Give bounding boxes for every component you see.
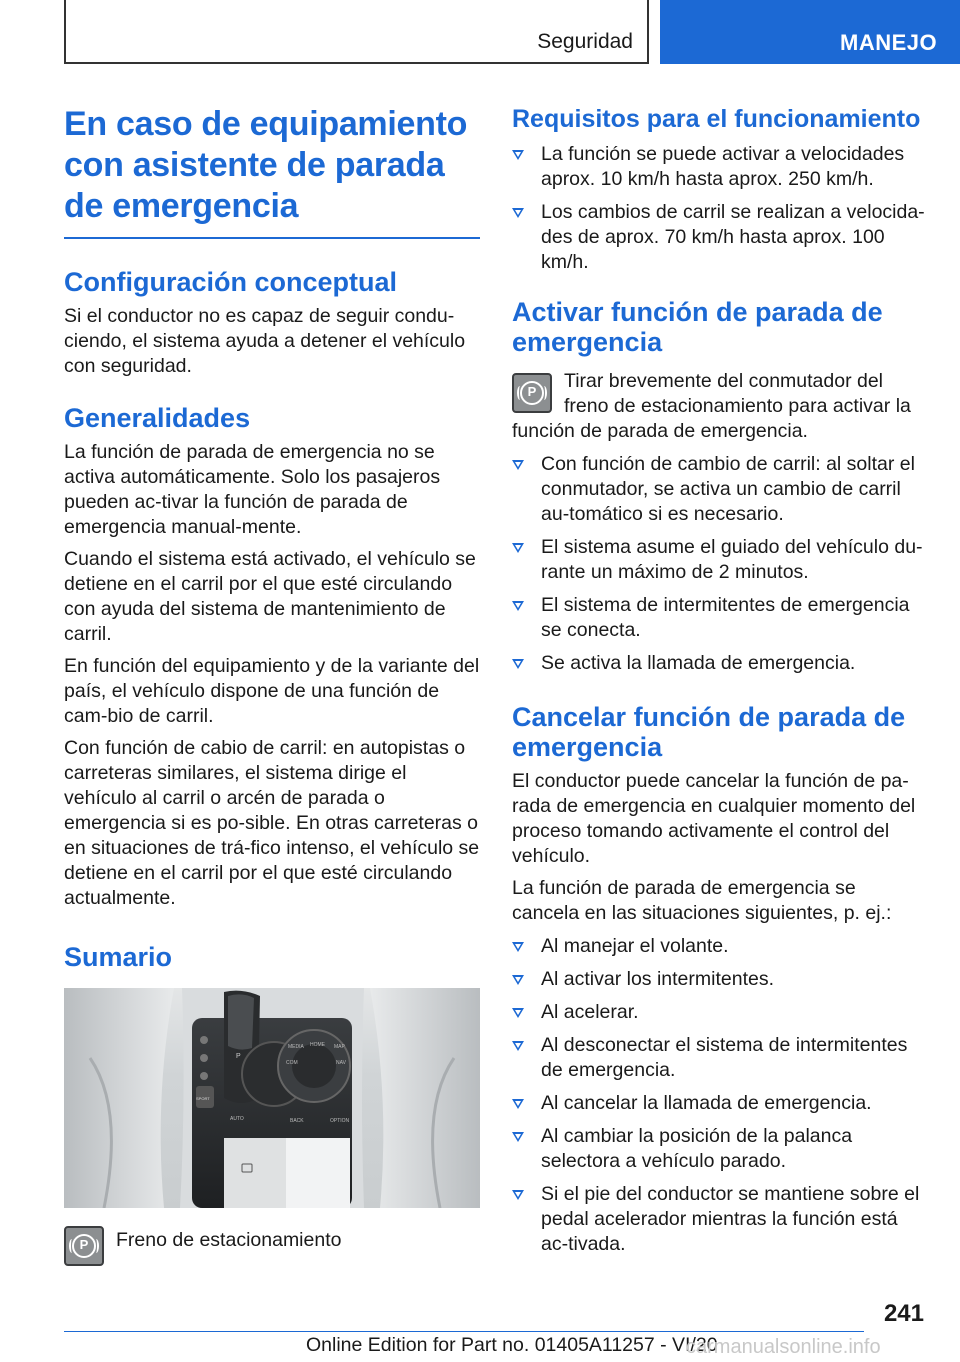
bullet-triangle-icon [512, 208, 524, 218]
photo-label-nav: NAV [336, 1060, 346, 1066]
bullet-triangle-icon [512, 942, 524, 952]
summary-heading: Sumario [64, 942, 173, 972]
activate-list [512, 452, 928, 676]
bullet-triangle-icon [512, 543, 524, 553]
left-column [64, 104, 480, 1270]
parking-brake-icon [64, 1226, 104, 1266]
right-column [512, 104, 928, 1257]
cancel-list [512, 934, 928, 1257]
parking-brake-icon-letter: P [79, 1237, 89, 1252]
bullet-triangle-icon [512, 1099, 524, 1109]
center-console-illustration [64, 988, 480, 1208]
caption-text: Freno de estacionamiento [116, 1229, 342, 1251]
list-item: Si el pie del conductor se mantiene sobre el pedal acelerador mientras la función está ac-tivada. [512, 1182, 928, 1257]
bullet-triangle-icon [512, 1132, 524, 1142]
list-item: Al manejar el volante. [512, 934, 928, 959]
photo-label-auto: AUTO [230, 1116, 244, 1122]
cancel-paragraph: La función de parada de emergencia se cancela en las situaciones siguientes, p. ej.: [512, 877, 892, 924]
bullet-triangle-icon [512, 659, 524, 669]
list-item: Al cambiar la posición de la palanca selectora a vehículo parado. [512, 1124, 928, 1174]
header-section-box [64, 0, 649, 64]
photo-label-option: OPTION [330, 1118, 350, 1124]
list-item: Al desconectar el sistema de intermitentes de emergencia. [512, 1033, 928, 1083]
list-item: Se activa la llamada de emergencia. [512, 651, 928, 676]
requirements-heading: Requisitos para el funcionamiento [512, 105, 921, 133]
photo-label-com: COM [286, 1060, 298, 1066]
edition-text: Online Edition for Part no. 01405A11257 - VI/20 [306, 1334, 718, 1356]
activate-text: Tirar brevemente del conmutador del freno de estacionamiento para activar la función de parada de emergencia. [512, 370, 911, 442]
bullet-triangle-icon [512, 1008, 524, 1018]
photo-label-gear: P [236, 1053, 241, 1060]
page-number: 241 [883, 1300, 924, 1327]
photo-label-back: BACK [290, 1118, 304, 1124]
activate-heading: Activar función de parada de emergencia [512, 297, 883, 357]
photo-label-media: MEDIA [288, 1044, 304, 1050]
parking-brake-icon-letter: P [527, 384, 537, 399]
list-item: La función se puede activar a velocidades aprox. 10 km/h hasta aprox. 250 km/h. [512, 142, 928, 192]
bullet-triangle-icon [512, 601, 524, 611]
photo-label-map: MAP [334, 1044, 345, 1050]
parking-brake-icon [512, 373, 552, 413]
concept-heading: Configuración conceptual [64, 267, 398, 297]
bullet-triangle-icon [512, 975, 524, 985]
list-item: El sistema asume el guiado del vehículo du-rante un máximo de 2 minutos. [512, 535, 928, 585]
list-item: Los cambios de carril se realizan a velocida-des de aprox. 70 km/h hasta aprox. 100 km/h. [512, 200, 928, 275]
list-item: Al cancelar la llamada de emergencia. [512, 1091, 928, 1116]
list-item: El sistema de intermitentes de emergencia se conecta. [512, 593, 928, 643]
photo-label-home: HOME [310, 1042, 325, 1048]
header-chapter-tab [660, 0, 960, 64]
bullet-triangle-icon [512, 1190, 524, 1200]
parking-brake-caption [64, 1226, 480, 1270]
cancel-heading: Cancelar función de parada de emergencia [512, 702, 906, 762]
photo-label-sport: SPORT [196, 1096, 210, 1101]
footer-divider [64, 1331, 864, 1332]
general-paragraph: Con función de cabio de carril: en autopistas o carreteras similares, el sistema dirige el vehículo al carril o arcén de parada o emergencia si es po-sible. En otras carreteras o en situaciones de trá-fico intenso, el vehículo se detiene en el carril por el que esté circulando actualmente. [64, 737, 480, 909]
list-item: Al activar los intermitentes. [512, 967, 928, 992]
requirements-list [512, 142, 928, 275]
activate-block [512, 369, 928, 444]
bullet-triangle-icon [512, 1041, 524, 1051]
center-console-photo [64, 988, 480, 1208]
header-chapter-title: MANEJO [840, 30, 938, 55]
page-title: En caso de equipamiento con asistente de parada de emergencia [64, 104, 480, 239]
cancel-paragraph: El conductor puede cancelar la función de pa-rada de emergencia en cualquier momento del proceso tomando activamente el control del vehículo. [512, 770, 916, 867]
concept-text: Si el conductor no es capaz de seguir condu-ciendo, el sistema ayuda a detener el vehículo con seguridad. [64, 305, 466, 377]
general-heading: Generalidades [64, 403, 251, 433]
list-item: Al acelerar. [512, 1000, 928, 1025]
bullet-triangle-icon [512, 150, 524, 160]
watermark-text: carmanualsonline.info [686, 1336, 881, 1358]
general-paragraph: La función de parada de emergencia no se activa automáticamente. Solo los pasajeros pueden ac-tivar la función de parada de emergencia manual-mente. [64, 441, 441, 538]
list-item: Con función de cambio de carril: al soltar el conmutador, se activa un cambio de carril au-tomático si es necesario. [512, 452, 928, 527]
general-paragraph: Cuando el sistema está activado, el vehículo se detiene en el carril por el que esté circulando con ayuda del sistema de mantenimiento de carril. [64, 548, 476, 645]
general-paragraph: En función del equipamiento y de la variante del país, el vehículo dispone de una función de cam-bio de carril. [64, 655, 480, 727]
bullet-triangle-icon [512, 460, 524, 470]
header-section-title: Seguridad [537, 30, 633, 53]
